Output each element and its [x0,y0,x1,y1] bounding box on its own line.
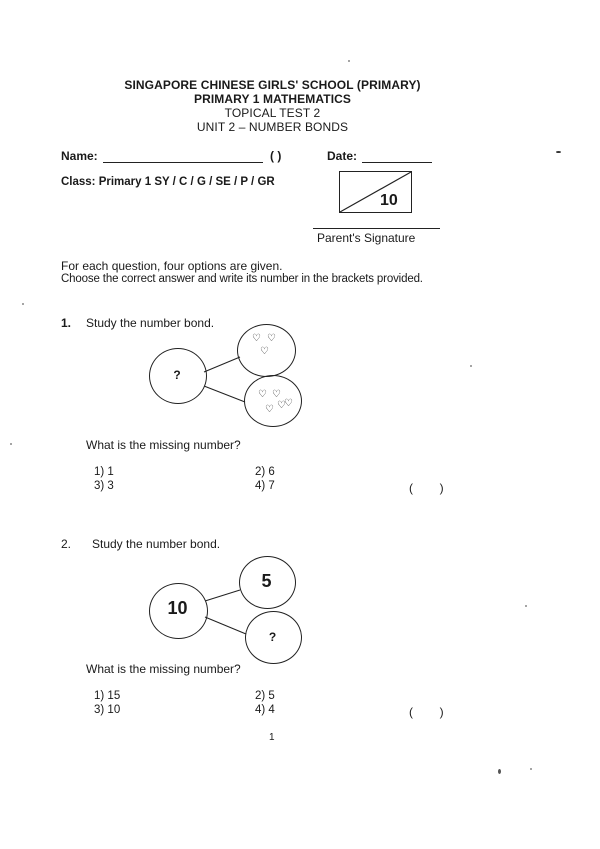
test-title: TOPICAL TEST 2 [224,106,321,120]
scan-speck [556,151,561,153]
school-title: SINGAPORE CHINESE GIRLS' SCHOOL (PRIMARY) [124,78,421,92]
class-label: Class: Primary 1 SY / C / G / SE / P / GR [61,176,275,188]
subject-title: PRIMARY 1 MATHEMATICS [194,92,351,106]
question-2-number: 2. [61,537,72,551]
question-1-answer-brackets[interactable]: ( ) [409,481,444,495]
page-number: 1 [269,732,275,743]
question-1-option-3: 3) 3 [94,480,114,492]
heart-icon: ♡ [265,404,274,415]
question-1-option-4: 4) 7 [255,480,275,492]
question-1-option-2: 2) 6 [255,466,275,478]
date-label: Date: [327,149,358,163]
question-2-part-bottom-value: ? [268,630,277,644]
instruction-line-1: For each question, four options are given. [61,259,283,273]
question-2-answer-brackets[interactable]: ( ) [409,705,444,719]
heart-icon: ♡ [267,333,276,344]
heart-icon: ♡ [258,389,267,400]
name-label: Name: [61,149,98,163]
scan-speck [498,769,501,774]
question-1-whole-value: ? [173,368,181,382]
instruction-line-2: Choose the correct answer and write its number in the brackets provided. [61,273,423,285]
name-brackets: ( ) [270,149,282,163]
question-2-prompt: Study the number bond. [92,537,221,551]
question-2-option-3: 3) 10 [94,704,121,716]
unit-title: UNIT 2 – NUMBER BONDS [196,120,349,134]
heart-icon: ♡ [284,398,293,409]
question-2-option-1: 1) 15 [94,690,121,702]
question-1-question: What is the missing number? [86,438,241,452]
question-1-option-1: 1) 1 [94,466,114,478]
scan-speck [348,60,350,62]
question-2-option-4: 4) 4 [255,704,275,716]
signature-label: Parent's Signature [317,231,416,245]
scan-speck [470,365,472,367]
question-1-number: 1. [61,316,72,330]
scan-speck [22,303,24,305]
heart-icon: ♡ [272,389,281,400]
scan-speck [10,443,12,445]
heart-icon: ♡ [252,333,261,344]
question-2-option-2: 2) 5 [255,690,275,702]
heart-icon: ♡ [260,346,269,357]
score-total: 10 [380,192,398,209]
question-2-whole-value: 10 [167,598,188,618]
scan-speck [525,605,527,607]
question-2-part-top-value: 5 [261,571,272,591]
question-2-question: What is the missing number? [86,662,241,676]
heart-icon: ♡ [277,400,286,411]
question-1-prompt: Study the number bond. [86,316,215,330]
scan-speck [530,768,532,770]
